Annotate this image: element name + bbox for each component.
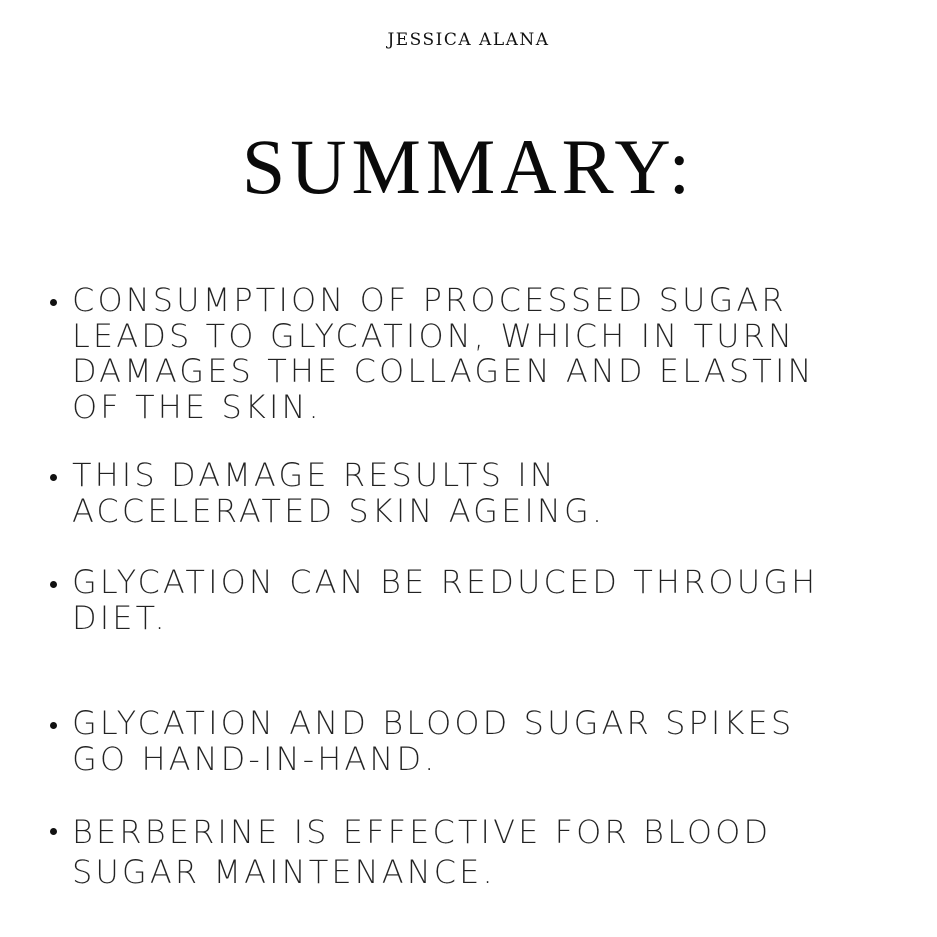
summary-item-text [72,706,914,777]
bullet-dot-icon [50,299,57,306]
summary-item-line: ACCELERATED SKIN AGEING. [72,491,606,530]
summary-item-text [72,458,914,529]
bullet-dot-icon [50,474,57,481]
bullet-dot-icon [50,581,57,588]
page-title: SUMMARY: [241,123,696,210]
bullet-dot-icon [50,828,57,835]
summary-item-text [72,283,914,425]
bullet-dot-icon [50,722,57,729]
summary-item-text [72,565,914,636]
summary-item-line: GO HAND-IN-HAND. [72,739,438,778]
summary-item-line: THIS DAMAGE RESULTS IN [72,456,557,494]
summary-item-line: GLYCATION AND BLOOD SUGAR SPIKES [72,704,795,742]
summary-item-line: SUGAR MAINTENANCE. [72,853,496,891]
summary-item-text [72,812,914,892]
summary-item-line: LEADS TO GLYCATION, WHICH IN TURN [72,316,796,355]
summary-item-line: OF THE SKIN. [72,387,322,426]
summary-item-line: CONSUMPTION OF PROCESSED SUGAR [72,281,787,319]
summary-item-line: GLYCATION CAN BE REDUCED THROUGH [72,563,819,601]
author-name: JESSICA ALANA [387,30,550,50]
summary-item-line: DIET. [72,598,168,637]
summary-item-line: DAMAGES THE COLLAGEN AND ELASTIN [72,352,815,390]
summary-item-line: BERBERINE IS EFFECTIVE FOR BLOOD [72,813,772,851]
